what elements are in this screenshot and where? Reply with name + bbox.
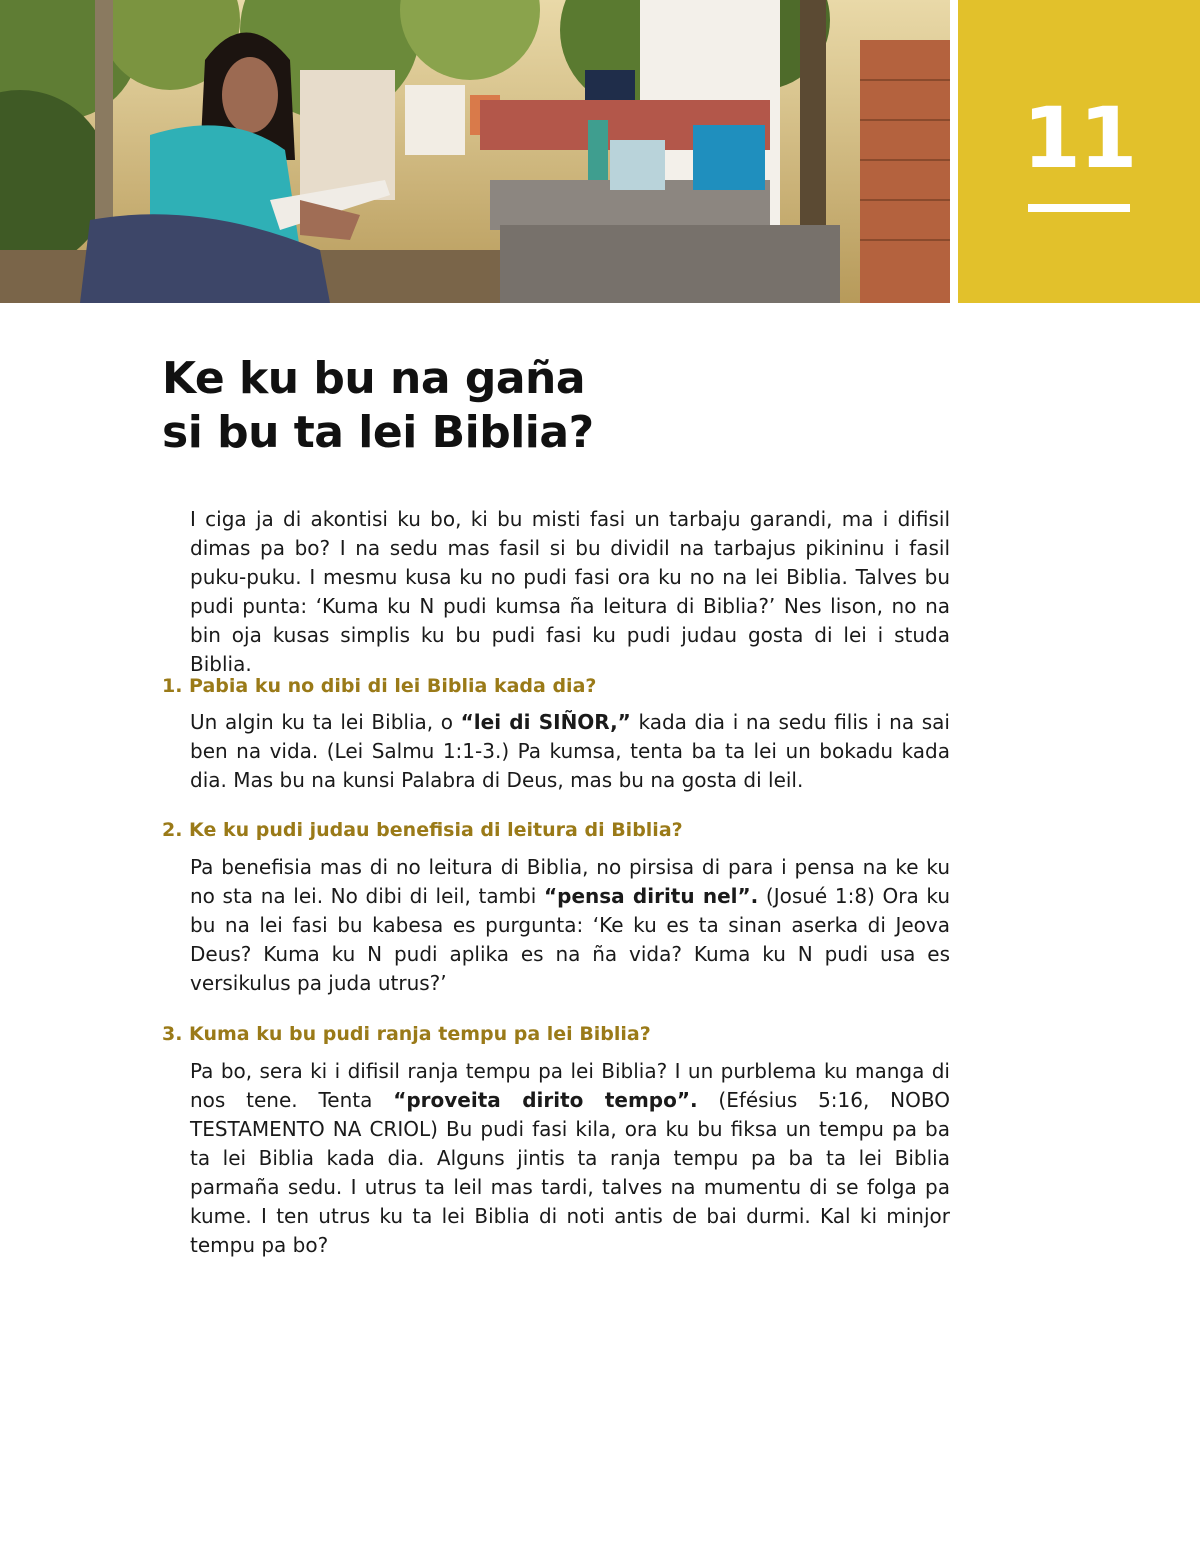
section-2-body (190, 853, 950, 998)
page-title (162, 352, 922, 460)
section-2-heading: 2. Ke ku pudi judau benefisia di leitura di Biblia? (162, 819, 683, 841)
section-2-text-a: Pa benefisia mas di no leitura di Biblia, no pirsisa di para i pensa na ke ku no sta na lei. No dibi di leil, tambi (190, 855, 950, 908)
hero-photo (0, 0, 950, 303)
section-1-text-b: kada dia i na sedu filis i na sai ben na vida. (Lei Salmu 1:1-3.) Pa kumsa, tenta ba ta lei un bokadu kada dia. Mas bu na kunsi Palabra di Deus, mas bu na gosta di leil. (190, 710, 950, 792)
section-1-body (190, 708, 950, 795)
section-1-heading: 1. Pabia ku no dibi di lei Biblia kada dia? (162, 675, 597, 697)
section-3-heading: 3. Kuma ku bu pudi ranja tempu pa lei Biblia? (162, 1023, 651, 1045)
lesson-number: 11 (1022, 89, 1136, 187)
section-2-bold-quote: “pensa diritu nel”. (544, 884, 759, 908)
page-title-line-2: si bu ta lei Biblia? (162, 407, 594, 458)
page-title-line-1: Ke ku bu na gaña (162, 353, 586, 404)
section-3-body (190, 1057, 950, 1260)
section-3-text-b: (Efésius 5:16, NOBO TESTAMENTO NA CRIOL) Bu pudi fasi kila, ora ku bu fiksa un tempu pa ba ta lei Biblia kada dia. Alguns jintis ta ranja tempu pa ba ta lei Biblia parmaña sedu. I utrus ta leil mas tardi, talves na mumentu di se folga pa kume. I ten utrus ku ta lei Biblia di noti antis de bai durmi. Kal ki minjor tempu pa bo? (190, 1088, 950, 1257)
section-3-bold-quote: “proveita dirito tempo”. (393, 1088, 698, 1112)
woman-reading-bible-photo (0, 0, 950, 303)
section-1-text-a: Un algin ku ta lei Biblia, o (190, 710, 461, 734)
badge-underline (1028, 204, 1130, 212)
lesson-number-badge (958, 0, 1200, 303)
section-1-bold-quote: “lei di SIÑOR,” (460, 710, 631, 734)
section-2-text-b: (Josué 1:8) Ora ku bu na lei fasi bu kabesa es purgunta: ‘Ke ku es ta sinan aserka di Jeova Deus? Kuma ku N pudi aplika es na ña vida? Kuma ku N pudi usa es versikulus pa juda utrus?’ (190, 884, 950, 995)
section-3-text-a: Pa bo, sera ki i difisil ranja tempu pa lei Biblia? I un purblema ku manga di nos tene. Tenta (190, 1059, 950, 1112)
intro-paragraph: I ciga ja di akontisi ku bo, ki bu misti fasi un tarbaju garandi, ma i difisil dimas pa bo? I na sedu mas fasil si bu dividil na tarbajus pikininu i fasil puku-puku. I mesmu kusa ku no pudi fasi ora ku no na lei Biblia. Talves bu pudi punta: ‘Kuma ku N pudi kumsa ña leitura di Biblia?’ Nes lison, no na bin oja kusas simplis ku bu pudi fasi ku pudi judau gosta di lei i studa Biblia. (190, 507, 950, 676)
